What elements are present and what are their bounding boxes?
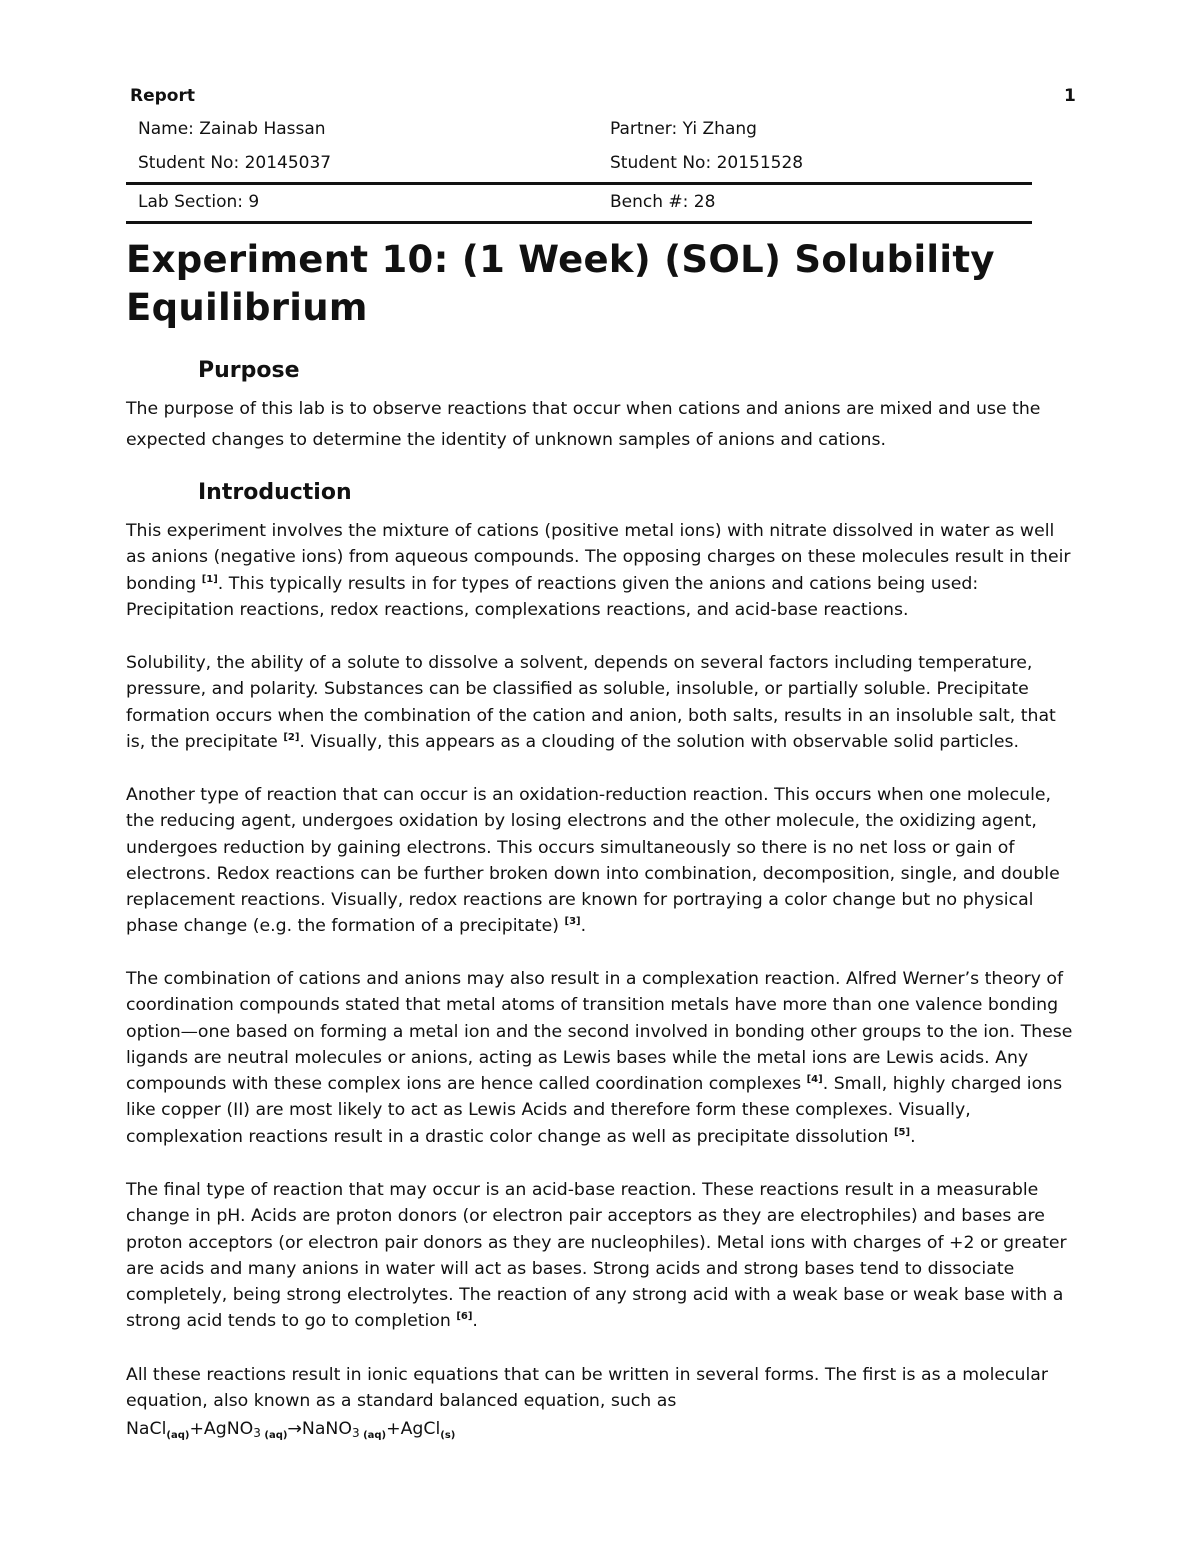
equation-nacl: NaCl — [126, 1419, 167, 1439]
intro-paragraph-3 — [126, 782, 1076, 940]
student-name: Name: Zainab Hassan — [138, 119, 326, 139]
intro-p4-text-end: . — [910, 1126, 916, 1147]
intro-p1-text-end: . This typically results in for types of reactions given the anions and cations being used: Precipitation reactions, redox reactions, complexations reactions, and acid-base reactions. — [126, 573, 979, 620]
intro-p3-text: Another type of reaction that can occur is an oxidation-reduction reaction. This occurs when one molecule, the reducing agent, undergoes oxidation by losing electrons and the other molecule, the oxidizing agent, undergoes reduction by gaining electrons. This occurs simultaneously so there is no net loss or gain of electrons. Redox reactions can be further broken down into combination, decomposition, single, and double replacement reactions. Visually, redox reactions are known for portraying a color change but no physical phase change (e.g. the formation of a precipitate) — [126, 785, 1060, 937]
student-info-table — [126, 112, 1032, 224]
header-label: Report — [130, 86, 195, 106]
citation-6: [6] — [456, 1311, 473, 1323]
intro-paragraph-2 — [126, 650, 1076, 755]
equation-state-2: (aq) — [260, 1430, 288, 1441]
equation-subscript-3b: 3 — [351, 1426, 360, 1440]
intro-p4-text-mid: . Small, highly charged ions like copper (II) are most likely to act as Lewis Acids and therefore form these complexes. Visually, complexation reactions result in a drastic color change as well as precipitate dissolution — [126, 1074, 1063, 1147]
equation-nano3: →NaNO — [287, 1419, 352, 1439]
chemical-equation — [126, 1416, 1076, 1442]
equation-state-3: (aq) — [359, 1430, 387, 1441]
page-number: 1 — [1064, 86, 1076, 106]
intro-p5-text-end: . — [472, 1311, 478, 1332]
bench-number: Bench #: 28 — [610, 192, 716, 212]
lab-section: Lab Section: 9 — [138, 192, 260, 212]
intro-p3-text-end: . — [580, 916, 587, 937]
intro-p1-text: This experiment involves the mixture of cations (positive metal ions) with nitrate dissolved in water as well as anions (negative ions) from aqueous compounds. The opposing charges on these molecules result in their bonding — [126, 521, 1071, 594]
info-row-names — [126, 112, 1032, 146]
info-row-section-bench — [126, 185, 1032, 224]
equation-state-1: (aq) — [166, 1430, 190, 1441]
intro-paragraph-4 — [126, 966, 1076, 1150]
intro-paragraph-6: All these reactions result in ionic equations that can be written in several forms. The first is as a molecular equation, also known as a standard balanced equation, such as — [126, 1365, 1049, 1412]
partner-name: Partner: Yi Zhang — [610, 119, 757, 139]
intro-p2-text: Solubility, the ability of a solute to dissolve a solvent, depends on several factors including temperature, pressure, and polarity. Substances can be classified as soluble, insoluble, or partially soluble. Precipitate formation occurs when the combination of the cation and anion, both salts, results in an insoluble salt, that is, the precipitate — [126, 653, 1056, 752]
citation-1: [1] — [201, 573, 218, 585]
intro-p2-text-end: . Visually, this appears as a clouding of the solution with observable solid particles. — [299, 731, 1019, 752]
introduction-heading: Introduction — [198, 480, 352, 505]
equation-agno3: +AgNO — [189, 1419, 254, 1439]
equation-agcl: +AgCl — [386, 1419, 441, 1439]
student-number: Student No: 20145037 — [138, 153, 332, 173]
citation-3: [3] — [564, 916, 581, 928]
intro-paragraph-5 — [126, 1177, 1076, 1335]
intro-p4-text: The combination of cations and anions may also result in a complexation reaction. Alfred Werner’s theory of coordination compounds stated that metal atoms of transition metals have more than one valence bonding option—one based on forming a metal ion and the second involved in bonding other groups to the ion. These ligands are neutral molecules or anions, acting as Lewis bases while the metal ions are Lewis acids. Any compounds with these complex ions are hence called coordination complexes — [126, 969, 1073, 1095]
purpose-heading: Purpose — [198, 358, 300, 383]
partner-student-number: Student No: 20151528 — [610, 153, 804, 173]
purpose-paragraph: The purpose of this lab is to observe reactions that occur when cations and anions are mixed and use the expected changes to determine the identity of unknown samples of anions and cations. — [126, 399, 1041, 450]
info-row-student-numbers — [126, 146, 1032, 185]
intro-p5-text: The final type of reaction that may occur is an acid-base reaction. These reactions result in a measurable change in pH. Acids are proton donors (or electron pair acceptors as they are electrophiles) and bases are proton acceptors (or electron pair donors as they are nucleophiles). Metal ions with charges of +2 or greater are acids and many anions in water will act as bases. Strong acids and strong bases tend to dissociate completely, being strong electrolytes. The reaction of any strong acid with a weak base or weak base with a strong acid tends to go to completion — [126, 1180, 1067, 1332]
intro-paragraph-1 — [126, 518, 1076, 623]
citation-5: [5] — [893, 1126, 911, 1138]
citation-4: [4] — [806, 1074, 823, 1086]
citation-2: [2] — [283, 731, 300, 743]
equation-state-4: (s) — [440, 1430, 456, 1441]
document-title: Experiment 10: (1 Week) (SOL) Solubility Equilibrium — [126, 238, 995, 329]
equation-subscript-3a: 3 — [253, 1426, 261, 1440]
